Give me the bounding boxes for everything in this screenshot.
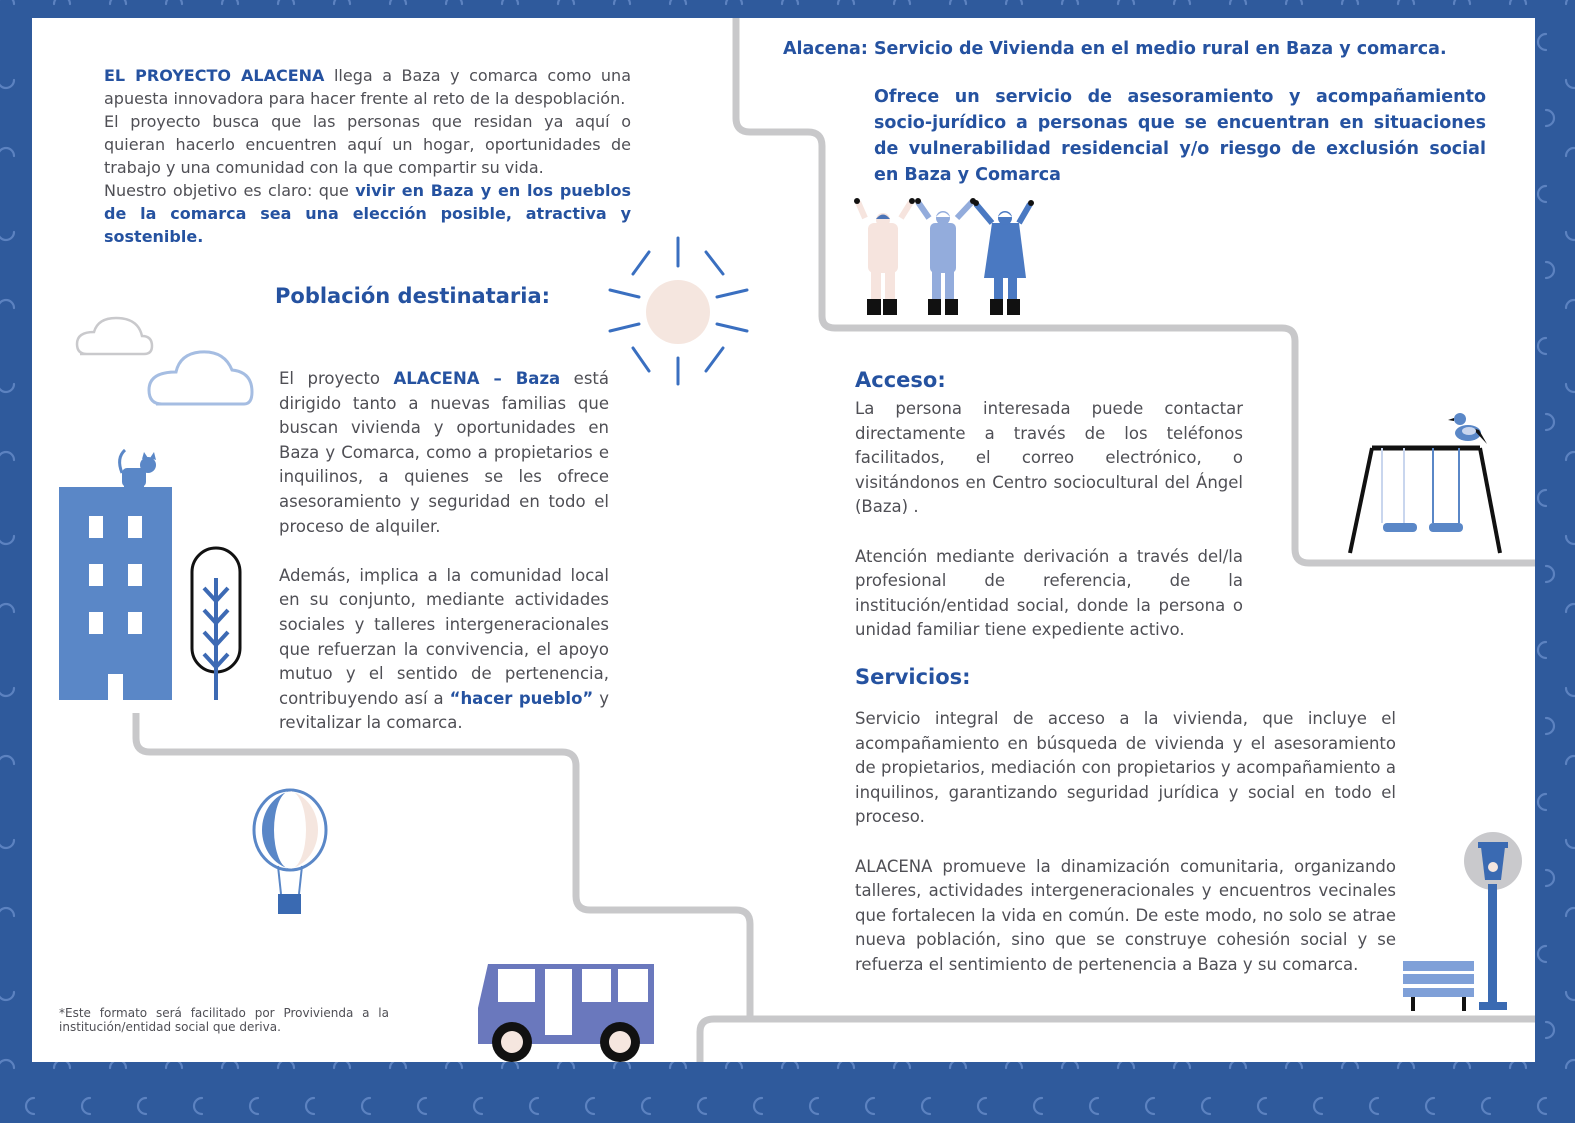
frame-arc xyxy=(0,1060,14,1068)
frame-arc xyxy=(0,300,14,308)
frame-arc xyxy=(1566,0,1575,4)
frame-arc xyxy=(1314,1098,1322,1114)
frame-arc xyxy=(0,536,14,544)
intro-lead: EL PROYECTO ALACENA xyxy=(104,66,325,85)
frame-arc xyxy=(138,1098,146,1114)
frame-arc xyxy=(278,0,294,4)
frame-arc xyxy=(1566,908,1575,916)
poblacion-paragraph-1 xyxy=(279,367,609,539)
frame-arc xyxy=(110,0,126,4)
frame-arc xyxy=(0,908,14,916)
frame-arc xyxy=(334,0,350,4)
frame-arc xyxy=(1370,1098,1378,1114)
frame-arc xyxy=(1546,1022,1554,1038)
frame-arc xyxy=(166,0,182,4)
frame-arc xyxy=(866,1098,874,1114)
cloud-icon xyxy=(149,352,252,404)
frame-arc xyxy=(1454,0,1470,4)
frame-arc xyxy=(642,1098,650,1114)
frame-arc xyxy=(894,0,910,4)
frame-arc xyxy=(1566,384,1575,392)
cloud-icon xyxy=(77,318,152,354)
frame-arc xyxy=(502,0,518,4)
poblacion-p2-start: Además, implica a la comunidad local en su conjunto, mediante actividades sociales y talleres intergeneracionales que refuerzan la convivencia, el apoyo mutuo y el sentido de pertenencia, contribuyendo así a xyxy=(279,565,609,708)
frame-arc xyxy=(1482,1098,1490,1114)
frame-arc xyxy=(1546,566,1554,582)
poblacion-paragraph-2 xyxy=(279,564,609,736)
frame-arc xyxy=(1230,0,1246,4)
frame-arc xyxy=(362,1098,370,1114)
people-icon xyxy=(854,198,1034,315)
acceso-text xyxy=(855,397,1243,643)
frame-arc xyxy=(306,1098,314,1114)
servicios-text xyxy=(855,707,1396,978)
frame-arc xyxy=(1566,148,1575,156)
frame-arc xyxy=(586,1098,594,1114)
frame-arc xyxy=(0,232,14,240)
poblacion-text xyxy=(279,367,609,736)
frame-arc xyxy=(0,604,14,612)
intro-paragraph-3 xyxy=(104,179,631,248)
frame-arc xyxy=(1566,1060,1575,1068)
frame-arc xyxy=(1566,232,1575,240)
frame-arc xyxy=(614,0,630,4)
frame-arc xyxy=(194,1098,202,1114)
servicios-paragraph-1: Servicio integral de acceso a la vivienda, que incluye el acompañamiento en búsqueda de vivienda y el asesoramiento de propietarios, mediación con propietarios y acompañamiento a inquilinos, garantizando seguridad jurídica y social en todo el proceso. xyxy=(855,709,1396,827)
frame-arc xyxy=(1566,992,1575,1000)
servicio-subtitle: Ofrece un servicio de asesoramiento y acompañamiento socio-jurídico a personas que se encuentran en situaciones de vulnerabilidad residencial y/o riesgo de exclusión social en Baza y Comarca xyxy=(874,87,1486,185)
frame-arc xyxy=(1398,0,1414,4)
frame-arc xyxy=(1566,536,1575,544)
frame-arc xyxy=(1342,0,1358,4)
frame-arc xyxy=(1510,0,1526,4)
frame-arc xyxy=(1538,186,1546,202)
intro-line1-rest: llega a Baza y comarca como una apuesta innovadora para hacer frente al reto de la despoblación. xyxy=(104,66,632,108)
intro-line3-start: Nuestro objetivo es claro: que xyxy=(104,181,356,200)
frame-arc xyxy=(838,0,854,4)
sun-icon xyxy=(610,238,747,384)
frame-arc xyxy=(698,1098,706,1114)
frame-arc xyxy=(1118,0,1134,4)
frame-arc xyxy=(0,384,14,392)
frame-arc xyxy=(950,0,966,4)
frame-arc xyxy=(26,1098,34,1114)
servicios-heading: Servicios: xyxy=(855,665,971,689)
frame-arc xyxy=(418,1098,426,1114)
frame-arc xyxy=(754,1098,762,1114)
frame-arc xyxy=(0,452,14,460)
poblacion-p2-highlight: “hacer pueblo” xyxy=(449,688,594,708)
frame-arc xyxy=(1566,604,1575,612)
frame-arc xyxy=(1538,338,1546,354)
frame-arc xyxy=(1566,840,1575,848)
poblacion-p1-rest: está dirigido tanto a nuevas familias que buscan vivienda y oportunidades en Baza y Comarca, como a propietarios e inquilinos, a quienes se les ofrece asesoramiento y seguridad en todo el proceso de alquiler. xyxy=(279,369,609,536)
frame-arc xyxy=(0,756,14,764)
frame-arc xyxy=(82,1098,90,1114)
poblacion-p2-rest: y revitalizar la comarca. xyxy=(279,688,609,733)
frame-arc xyxy=(222,0,238,4)
frame-arc xyxy=(1006,0,1022,4)
frame-arc xyxy=(726,0,742,4)
frame-arc xyxy=(1062,0,1078,4)
frame-arc xyxy=(1538,794,1546,810)
frame-arc xyxy=(0,840,14,848)
frame-arc xyxy=(0,80,14,88)
frame-arc xyxy=(1538,1098,1546,1114)
cat-icon xyxy=(120,450,156,489)
frame-arc xyxy=(0,688,14,696)
frame-arc xyxy=(0,0,14,4)
frame-arc xyxy=(1546,718,1554,734)
frame-arc xyxy=(530,1098,538,1114)
frame-arc xyxy=(1566,756,1575,764)
poblacion-heading: Población destinataria: xyxy=(275,284,551,308)
frame-arc xyxy=(922,1098,930,1114)
acceso-paragraph-2: Atención mediante derivación a través del/la profesional de referencia, de la institución/entidad social, donde la persona o unidad familiar tiene expediente activo. xyxy=(855,546,1243,640)
frame-arc xyxy=(558,0,574,4)
frame-arc xyxy=(1146,1098,1154,1114)
frame-arc xyxy=(1286,0,1302,4)
frame-arc xyxy=(446,0,462,4)
frame-arc xyxy=(0,992,14,1000)
poblacion-p1-start: El proyecto xyxy=(279,369,394,388)
frame-arc xyxy=(1566,80,1575,88)
frame-arc xyxy=(1538,34,1546,50)
frame-arc xyxy=(474,1098,482,1114)
frame-arc xyxy=(810,1098,818,1114)
balloon-icon xyxy=(254,790,326,914)
intro-text xyxy=(104,64,631,248)
frame-arc xyxy=(978,1098,986,1114)
intro-paragraph-2: El proyecto busca que las personas que residan ya aquí o quieran hacerlo encuentren aquí un hogar, oportunidades de trabajo y una comunidad con la que compartir su vida. xyxy=(104,112,631,177)
frame-arc xyxy=(670,0,686,4)
frame-arc xyxy=(1566,300,1575,308)
frame-arc xyxy=(1258,1098,1266,1114)
frame-arc xyxy=(1538,490,1546,506)
acceso-heading: Acceso: xyxy=(855,368,946,392)
frame-arc xyxy=(1566,452,1575,460)
bird-icon xyxy=(1448,413,1487,444)
frame-arc xyxy=(1034,1098,1042,1114)
servicio-title: Alacena: Servicio de Vivienda en el medio rural en Baza y comarca. xyxy=(783,39,1447,59)
frame-arc xyxy=(1538,642,1546,658)
servicios-paragraph-2: ALACENA promueve la dinamización comunitaria, organizando talleres, actividades intergeneracionales y encuentros vecinales que fortalecen la vida en común. De este modo, no solo se atrae nueva población, sino que se construye cohesión social y se refuerza el sentimiento de pertenencia a Baza y su comarca. xyxy=(855,856,1396,974)
building-icon xyxy=(59,487,172,700)
frame-arc xyxy=(1546,414,1554,430)
tree-icon xyxy=(192,548,240,700)
frame-arc xyxy=(1090,1098,1098,1114)
intro-line3-highlight: vivir en Baza y en los pueblos de la comarca sea una elección posible, atractiva y sostenible. xyxy=(104,181,631,246)
frame-arc xyxy=(1546,870,1554,886)
frame-arc xyxy=(1566,688,1575,696)
frame-arc xyxy=(1202,1098,1210,1114)
intro-paragraph-1 xyxy=(104,64,631,110)
footnote: *Este formato será facilitado por Provivienda a la institución/entidad social que deriva. xyxy=(59,1006,389,1034)
frame-arc xyxy=(1426,1098,1434,1114)
brochure-page xyxy=(32,18,1535,1062)
frame-arc xyxy=(1538,946,1546,962)
bus-icon xyxy=(478,964,654,1062)
acceso-paragraph-1: La persona interesada puede contactar directamente a través de los teléfonos facilitados, el correo electrónico, o visitándonos en Centro sociocultural del Ángel (Baza) . xyxy=(855,399,1243,517)
frame-arc xyxy=(1174,0,1190,4)
swing-icon xyxy=(1350,448,1500,553)
frame-arc xyxy=(250,1098,258,1114)
frame-arc xyxy=(0,148,14,156)
frame-arc xyxy=(782,0,798,4)
bench-icon xyxy=(1403,961,1474,1011)
frame-arc xyxy=(390,0,406,4)
frame-arc xyxy=(54,0,70,4)
poblacion-p1-highlight: ALACENA – Baza xyxy=(393,369,561,388)
frame-arc xyxy=(1546,110,1554,126)
frame-arc xyxy=(1546,262,1554,278)
